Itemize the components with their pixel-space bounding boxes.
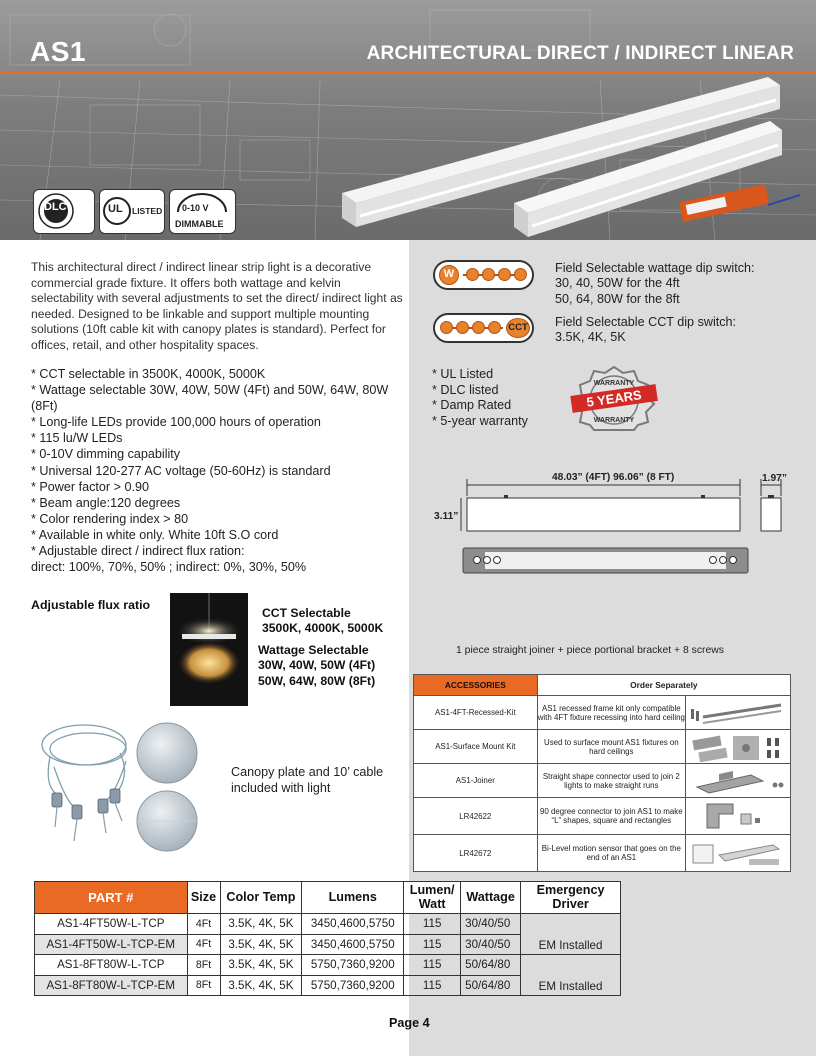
feature-item: * 0-10V dimming capability [31,447,181,462]
joiner-icon [689,767,787,795]
size-cell: 4Ft [187,934,220,955]
wattage-dip-line: 50, 64, 80W for the 8ft [555,291,680,306]
emergency-driver-header-line: Emergency [536,882,605,897]
lumen-per-watt-cell: 115 [404,975,461,996]
part-number-cell: AS1-4FT50W-L-TCP [35,914,188,935]
dlc-text: DLC [44,201,67,213]
lumens-cell: 5750,7360,9200 [302,955,404,976]
accessory-description: 90 degree connector to join AS1 to make “L” shapes, square and rectangles [537,798,685,835]
accessory-name: AS1-Surface Mount Kit [414,730,538,764]
model-title: AS1 [30,36,86,67]
table-row [414,835,791,872]
wattage-dip-line: 30, 40, 50W for the 4ft [555,276,680,291]
canopy-caption-line: Canopy plate and 10’ cable [231,765,384,779]
cct-dip-switch-icon [433,313,534,343]
table-row [414,798,791,835]
lumen-per-watt-header-line: Lumen/ [409,882,455,897]
depth-dimension: 1.97” [762,473,787,484]
accessory-name: LR42672 [414,835,538,872]
dlc-certification-badge [33,189,95,234]
accessory-name: AS1-4FT-Recessed-Kit [414,696,538,730]
warranty-years-text: 5 YEARS [585,387,643,410]
warranty-bottom-text: WARRANTY [593,417,635,424]
dimmable-text: DIMMABLE [175,219,224,229]
color-temp-cell: 3.5K, 4K, 5K [220,975,302,996]
accessories-header-row [414,675,791,696]
cct-selectable-block [262,606,383,637]
recessed-kit-icon [689,699,787,727]
part-number-header: PART # [35,882,188,914]
wattage-dip-switch-icon [433,260,534,290]
surface-mount-kit-image [686,730,791,764]
feature-item: * CCT selectable in 3500K, 4000K, 5000K [31,367,266,381]
cct-selectable-title: CCT Selectable [262,606,351,620]
wattage-cell: 30/40/50 [461,914,521,935]
corner-connector-icon [689,800,787,832]
listing-item: * DLC listed [432,382,499,397]
pendant-light-glow-icon [170,593,248,706]
joiner-caption: 1 piece straight joiner + piece portional bracket + 8 screws [456,645,724,656]
wattage-selectable-line: 30W, 40W, 50W (4Ft) [258,658,376,673]
lumens-cell: 3450,4600,5750 [302,934,404,955]
listing-item: * UL Listed [432,367,494,381]
warranty-top-text: WARRANTY [593,380,635,387]
accessory-description: Bi-Level motion sensor that goes on the end of an AS1 [537,835,685,872]
page-number: Page 4 [389,1016,430,1030]
size-header: Size [187,882,220,914]
dimmable-badge [169,189,236,234]
canopy-caption [231,765,383,796]
corner-connector-image [686,798,791,835]
parts-table [34,881,621,996]
table-row [35,955,621,976]
lumen-per-watt-cell: 115 [404,934,461,955]
feature-list [31,366,403,575]
listing-item: * 5-year warranty [432,413,528,428]
cct-badge: CCT [506,318,530,338]
accessory-description: Straight shape connector used to join 2 lights to make straight runs [537,764,685,798]
lumen-per-watt-cell: 115 [404,955,461,976]
dim-range-text: 0-10 V [182,203,209,213]
size-cell: 8Ft [187,955,220,976]
lumens-cell: 3450,4600,5750 [302,914,404,935]
cct-dip-line: 3.5K, 4K, 5K [555,330,626,345]
size-cell: 4Ft [187,914,220,935]
accessory-description: AS1 recessed frame kit only compatible with 4FT fixture recessing into hard ceiling [537,696,685,730]
accessories-header: ACCESSORIES [414,675,538,696]
feature-item: * Available in white only. White 10ft S.O cord [31,527,279,542]
table-row [35,914,621,935]
wattage-cell: 30/40/50 [461,934,521,955]
emergency-driver-header-line: Driver [552,896,589,911]
canopy-cable-kit-image [36,717,206,857]
warranty-seal-icon [568,364,660,432]
wattage-selectable-title: Wattage Selectable [258,643,369,657]
accessories-table [413,674,791,872]
feature-item: * Adjustable direct / indirect flux ration: [31,544,245,559]
lumens-cell: 5750,7360,9200 [302,975,404,996]
part-number-cell: AS1-4FT50W-L-TCP-EM [35,934,188,955]
cct-dip-description [555,315,795,346]
wattage-dip-description [555,261,795,307]
cct-selectable-values: 3500K, 4000K, 5000K [262,621,384,636]
surface-mount-kit-icon [689,732,787,762]
cct-dip-line: Field Selectable CCT dip switch: [555,315,737,329]
wattage-cell: 50/64/80 [461,955,521,976]
part-number-cell: AS1-8FT80W-L-TCP-EM [35,975,188,996]
feature-item: * Wattage selectable 30W, 40W, 50W (4Ft) and 50W, 64W, 80W (8Ft) [31,383,389,414]
wattage-selectable-line: 50W, 64W, 80W (8Ft) [258,673,376,688]
color-temp-header: Color Temp [220,882,302,914]
color-temp-cell: 3.5K, 4K, 5K [220,914,302,935]
table-row [414,730,791,764]
lumen-per-watt-header-line: Watt [418,896,446,911]
linear-fixture-image [330,75,816,240]
wattage-badge: W [439,265,459,285]
feature-item: direct: 100%, 70%, 50% ; indirect: 0%, 30%, 50% [31,560,307,575]
feature-item: * Universal 120-277 AC voltage (50-60Hz) is standard [31,463,331,478]
length-dimension: 48.03” (4FT) 96.06” (8 FT) [552,472,675,483]
table-row [414,696,791,730]
feature-item: * Power factor > 0.90 [31,479,149,494]
accessory-name: AS1-Joiner [414,764,538,798]
feature-item: * 115 lu/W LEDs [31,431,123,446]
flux-ratio-label: Adjustable flux ratio [31,598,151,612]
size-cell: 8Ft [187,975,220,996]
header-accent-rule [0,71,816,74]
emergency-driver-header [521,882,621,914]
color-temp-cell: 3.5K, 4K, 5K [220,955,302,976]
height-dimension: 3.11” [434,511,459,522]
wattage-header: Wattage [461,882,521,914]
feature-item: * Color rendering index > 80 [31,511,189,526]
table-row [414,764,791,798]
certification-list [432,367,528,429]
part-number-cell: AS1-8FT80W-L-TCP [35,955,188,976]
intro-paragraph: This architectural direct / indirect linear strip light is a decorative commercial grade fixture. It offers both wattage and kelvin selectability with several adjustments to set the direct/ indirect light as needed. Designed to be linkable and support multiple mounting solutions (10ft cable kit with canopy plates is standard). Perfect for offices, retail, and other hospitality spaces. [31,260,403,352]
light-illustration [170,593,248,706]
motion-sensor-icon [689,837,787,869]
emergency-driver-cell: EM Installed [521,914,621,955]
canopy-caption-line: included with light [231,780,331,795]
lumens-header: Lumens [302,882,404,914]
recessed-kit-image [686,696,791,730]
order-separately-header: Order Separately [537,675,790,696]
joiner-image [686,764,791,798]
ul-listed-text: LISTED [132,206,163,216]
ul-mark-text: UL [108,203,123,215]
accessory-description: Used to surface mount AS1 fixtures on hard ceilings [537,730,685,764]
wattage-selectable-block [258,643,375,689]
emergency-driver-cell: EM Installed [521,955,621,996]
listing-item: * Damp Rated [432,398,512,413]
color-temp-cell: 3.5K, 4K, 5K [220,934,302,955]
lumen-per-watt-header [404,882,461,914]
parts-header-row [35,882,621,914]
lumen-per-watt-cell: 115 [404,914,461,935]
hero-banner [0,0,816,240]
dimension-drawing [455,470,795,580]
page-heading: ARCHITECTURAL DIRECT / INDIRECT LINEAR [366,43,794,64]
feature-item: * Long-life LEDs provide 100,000 hours of operation [31,415,321,430]
motion-sensor-image [686,835,791,872]
feature-item: * Beam angle:120 degrees [31,495,181,510]
accessory-name: LR42622 [414,798,538,835]
wattage-dip-line: Field Selectable wattage dip switch: [555,261,755,275]
wattage-cell: 50/64/80 [461,975,521,996]
ul-listed-badge [99,189,165,234]
